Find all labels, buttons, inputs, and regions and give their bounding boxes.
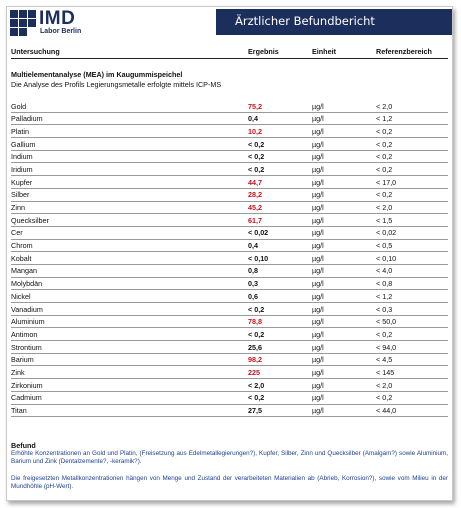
reference-range: < 44,0 <box>376 406 397 415</box>
table-row <box>11 366 448 379</box>
report-title: Ärztlicher Befundbericht <box>235 14 375 28</box>
result-value: 0,4 <box>248 114 258 124</box>
result-value: < 0,2 <box>248 329 265 339</box>
reference-range: < 0,02 <box>376 228 397 238</box>
unit: µg/l <box>312 393 324 403</box>
findings-text-1: Erhöhte Konzentrationen an Gold und Platin, (Freisetzung aus Edelmetallegierungen?), Kupfer, Silber, Zinn und Quecksilber (Amalgam?) sowie Aluminium, Barium und Zink (Dentalzemente?, -keramik?). <box>11 450 448 466</box>
result-value: < 2,0 <box>248 380 265 390</box>
reference-range: < 0,2 <box>376 126 393 136</box>
result-value: 25,6 <box>248 342 262 352</box>
reference-range: < 17,0 <box>376 177 397 187</box>
unit: µg/l <box>312 367 324 377</box>
table-row <box>11 202 448 215</box>
reference-range: < 0,2 <box>376 393 393 403</box>
table-row <box>11 138 448 151</box>
lab-logo <box>10 10 120 40</box>
element-name: Antimon <box>11 329 38 339</box>
unit: µg/l <box>312 190 324 200</box>
result-value: 0,6 <box>248 291 258 301</box>
table-row <box>11 214 448 227</box>
result-value: 0,4 <box>248 241 258 251</box>
element-name: Gold <box>11 101 27 111</box>
reference-range: < 50,0 <box>376 317 397 327</box>
table-row <box>11 278 448 291</box>
element-name: Iridium <box>11 164 33 174</box>
reference-range: < 0,8 <box>376 279 393 289</box>
table-row <box>11 240 448 253</box>
table-row <box>11 125 448 138</box>
column-header-reference: Referenzbereich <box>376 47 432 56</box>
element-name: Cadmium <box>11 393 42 403</box>
element-name: Gallium <box>11 139 36 149</box>
reference-range: < 0,2 <box>376 329 393 339</box>
result-value: 28,2 <box>248 190 262 200</box>
reference-range: < 0,2 <box>376 139 393 149</box>
element-name: Strontium <box>11 342 42 352</box>
element-name: Palladium <box>11 114 43 124</box>
element-name: Zink <box>11 367 25 377</box>
reference-range: < 1,5 <box>376 215 393 225</box>
result-value: 0,3 <box>248 279 258 289</box>
result-value: < 0,02 <box>248 228 269 238</box>
unit: µg/l <box>312 406 324 415</box>
result-value: 0,8 <box>248 266 258 276</box>
reference-range: < 0,3 <box>376 304 393 314</box>
report-page <box>6 6 453 501</box>
reference-range: < 0,2 <box>376 190 393 200</box>
unit: µg/l <box>312 152 324 162</box>
reference-range: < 4,0 <box>376 266 393 276</box>
result-value: 225 <box>248 367 260 377</box>
section-title: Multielementanalyse (MEA) im Kaugummispeichel <box>11 70 183 79</box>
table-row <box>11 354 448 367</box>
unit: µg/l <box>312 342 324 352</box>
report-header <box>7 7 452 41</box>
element-name: Silber <box>11 190 30 200</box>
result-value: < 0,2 <box>248 304 265 314</box>
result-value: < 0,2 <box>248 152 265 162</box>
result-value: < 0,10 <box>248 253 269 263</box>
unit: µg/l <box>312 304 324 314</box>
unit: µg/l <box>312 329 324 339</box>
result-value: 10,2 <box>248 126 262 136</box>
element-name: Barium <box>11 355 34 365</box>
unit: µg/l <box>312 317 324 327</box>
unit: µg/l <box>312 203 324 212</box>
unit: µg/l <box>312 126 324 136</box>
table-row <box>11 151 448 164</box>
column-header-unit: Einheit <box>312 47 336 56</box>
unit: µg/l <box>312 291 324 301</box>
unit: µg/l <box>312 380 324 390</box>
column-header-result: Ergebnis <box>248 47 279 56</box>
table-row <box>11 341 448 354</box>
unit: µg/l <box>312 266 324 276</box>
element-name: Vanadium <box>11 304 43 314</box>
reference-range: < 2,0 <box>376 101 393 111</box>
unit: µg/l <box>312 253 324 263</box>
table-row <box>11 328 448 341</box>
unit: µg/l <box>312 228 324 238</box>
table-row <box>11 405 448 418</box>
table-row <box>11 113 448 126</box>
table-row <box>11 252 448 265</box>
report-title-bar <box>216 9 452 35</box>
element-name: Nickel <box>11 291 31 301</box>
result-value: 78,8 <box>248 317 262 327</box>
section-subtitle: Die Analyse des Profils Legierungsmetalle erfolgte mittels ICP-MS <box>11 80 222 89</box>
reference-range: < 145 <box>376 367 395 377</box>
element-name: Chrom <box>11 241 33 251</box>
unit: µg/l <box>312 355 324 365</box>
unit: µg/l <box>312 279 324 289</box>
element-name: Mangan <box>11 266 37 276</box>
results-table <box>11 100 448 417</box>
table-row <box>11 163 448 176</box>
reference-range: < 0,2 <box>376 164 393 174</box>
table-row <box>11 100 448 113</box>
element-name: Kobalt <box>11 253 32 263</box>
element-name: Kupfer <box>11 177 33 187</box>
result-value: < 0,2 <box>248 139 265 149</box>
reference-range: < 1,2 <box>376 114 393 124</box>
reference-range: < 0,2 <box>376 152 393 162</box>
logo-grid-icon <box>10 10 36 36</box>
element-name: Platin <box>11 126 29 136</box>
table-row <box>11 316 448 329</box>
findings-text-2: Die freigesetzten Metallkonzentrationen hängen von Menge und Zustand der verarbeiteten Materialien ab (Abrieb, Korrosion?), sowie vom Milieu in der Mundhöhle (pH-Wert). <box>11 475 448 491</box>
reference-range: < 0,10 <box>376 253 397 263</box>
reference-range: < 1,2 <box>376 291 393 301</box>
findings-title: Befund <box>11 441 36 450</box>
element-name: Aluminium <box>11 317 45 327</box>
column-header-test: Untersuchung <box>11 47 60 56</box>
element-name: Zinn <box>11 203 25 212</box>
result-value: < 0,2 <box>248 164 265 174</box>
result-value: < 0,2 <box>248 393 265 403</box>
unit: µg/l <box>312 164 324 174</box>
reference-range: < 94,0 <box>376 342 397 352</box>
unit: µg/l <box>312 101 324 111</box>
element-name: Indium <box>11 152 33 162</box>
table-row <box>11 265 448 278</box>
table-row <box>11 189 448 202</box>
reference-range: < 2,0 <box>376 380 393 390</box>
table-row <box>11 379 448 392</box>
result-value: 98,2 <box>248 355 262 365</box>
logo-subtitle: Labor Berlin <box>40 28 82 35</box>
element-name: Quecksilber <box>11 215 49 225</box>
element-name: Cer <box>11 228 23 238</box>
unit: µg/l <box>312 177 324 187</box>
table-row <box>11 303 448 316</box>
table-row <box>11 227 448 240</box>
reference-range: < 0,5 <box>376 241 393 251</box>
header-divider <box>11 58 448 59</box>
element-name: Titan <box>11 406 27 415</box>
table-row <box>11 392 448 405</box>
result-value: 75,2 <box>248 101 262 111</box>
result-value: 44,7 <box>248 177 262 187</box>
reference-range: < 2,0 <box>376 203 393 212</box>
reference-range: < 4,5 <box>376 355 393 365</box>
result-value: 45,2 <box>248 203 262 212</box>
logo-name: IMD <box>39 8 76 29</box>
unit: µg/l <box>312 139 324 149</box>
unit: µg/l <box>312 215 324 225</box>
unit: µg/l <box>312 114 324 124</box>
result-value: 27,5 <box>248 406 262 415</box>
result-value: 61,7 <box>248 215 262 225</box>
element-name: Molybdän <box>11 279 43 289</box>
unit: µg/l <box>312 241 324 251</box>
table-row <box>11 176 448 189</box>
element-name: Zirkonium <box>11 380 43 390</box>
table-row <box>11 290 448 303</box>
